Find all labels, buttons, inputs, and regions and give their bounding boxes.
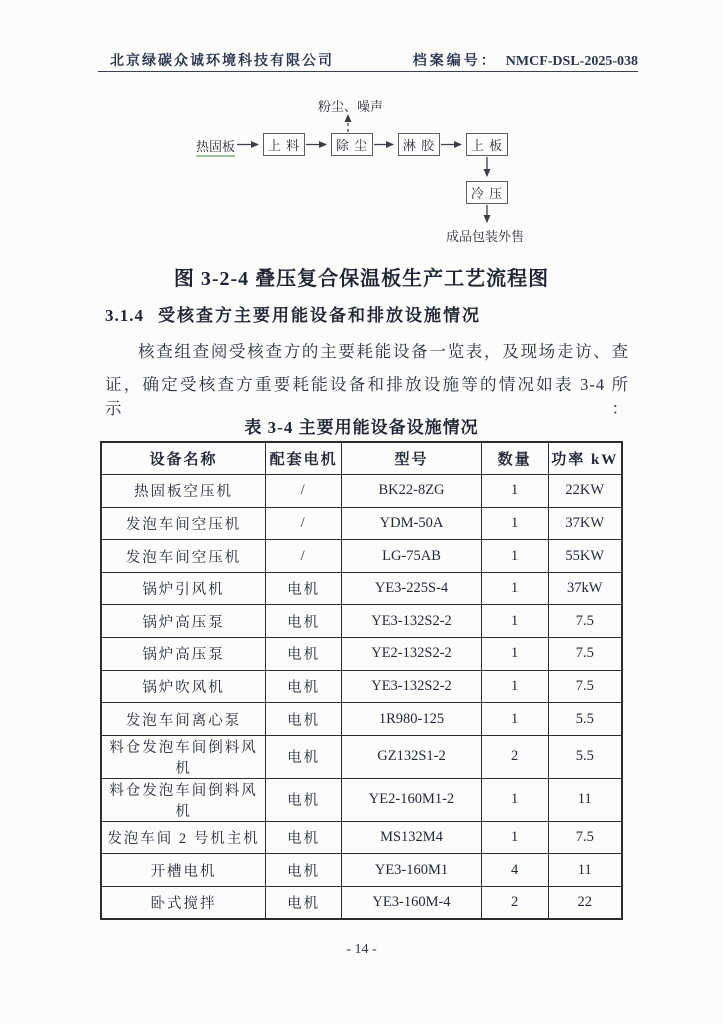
table-cell: 电机 — [266, 670, 342, 703]
equipment-table — [100, 441, 623, 920]
table-cell: 1 — [481, 540, 548, 573]
table-cell: 开槽电机 — [101, 854, 266, 887]
table-cell: 锅炉高压泵 — [101, 638, 266, 671]
table-cell: 7.5 — [548, 821, 622, 854]
body-paragraph — [105, 340, 629, 418]
flow-output-label: 成品包装外售 — [446, 229, 525, 244]
flow-box-gluing — [398, 133, 440, 156]
flow-box-coldpress — [466, 181, 508, 204]
table-cell: 1 — [481, 638, 548, 671]
table-cell: MS132M4 — [342, 821, 482, 854]
table-cell: 7.5 — [548, 670, 622, 703]
table-cell: 电机 — [266, 735, 342, 778]
table-cell: 电机 — [266, 778, 342, 821]
file-number-value: NMCF-DSL-2025-038 — [505, 54, 638, 69]
table-cell: 11 — [548, 778, 622, 821]
file-number-label: 档案编号： — [412, 54, 498, 69]
table-cell: 发泡车间 2 号机主机 — [101, 821, 266, 854]
table-cell: 发泡车间离心泵 — [101, 703, 266, 736]
flow-input-label: 热固板 — [196, 136, 235, 157]
table-row — [101, 703, 622, 736]
table-cell: YE3-132S2-2 — [342, 670, 482, 703]
table-cell: 1 — [481, 703, 548, 736]
table-cell: 1 — [481, 778, 548, 821]
flow-box-feeding — [263, 133, 305, 156]
table-cell: 2 — [481, 887, 548, 920]
table-cell: 1 — [481, 670, 548, 703]
col-header-device: 设备名称 — [101, 442, 266, 475]
table-cell: 22 — [548, 887, 622, 920]
table-cell: 锅炉引风机 — [101, 572, 266, 605]
table-cell: 1 — [481, 821, 548, 854]
flow-box-label: 淋 胶 — [402, 138, 436, 153]
section-heading — [105, 301, 481, 326]
table-row — [101, 540, 622, 573]
company-name: 北京绿碳众诚环境科技有限公司 — [110, 54, 334, 69]
table-cell: 7.5 — [548, 605, 622, 638]
table-cell: 电机 — [266, 703, 342, 736]
table-cell: 37KW — [548, 507, 622, 540]
table-cell: YE3-225S-4 — [342, 572, 482, 605]
table-cell: 热固板空压机 — [101, 475, 266, 508]
table-cell: 料仓发泡车间倒料风机 — [101, 778, 266, 821]
flow-emission-label: 粉尘、噪声 — [318, 99, 384, 114]
table-cell: 发泡车间空压机 — [101, 540, 266, 573]
table-cell: 锅炉高压泵 — [101, 605, 266, 638]
table-cell: YE3-160M1 — [342, 854, 482, 887]
table-cell: 发泡车间空压机 — [101, 507, 266, 540]
table-cell: / — [266, 475, 342, 508]
section-title: 受核查方主要用能设备和排放设施情况 — [158, 306, 481, 325]
table-cell: 电机 — [266, 887, 342, 920]
table-row — [101, 670, 622, 703]
table-row — [101, 735, 622, 778]
col-header-quantity: 数量 — [481, 442, 548, 475]
table-body — [101, 475, 622, 920]
file-number — [413, 50, 638, 70]
table-title: 表 3-4 主要用能设备设施情况 — [244, 418, 479, 437]
col-header-motor: 配套电机 — [266, 442, 342, 475]
table-cell: YDM-50A — [342, 507, 482, 540]
page-header — [98, 48, 638, 72]
table-row — [101, 638, 622, 671]
table-cell: 1 — [481, 605, 548, 638]
table-cell: YE3-160M-4 — [342, 887, 482, 920]
table-row — [101, 507, 622, 540]
flow-box-dedusting — [331, 133, 373, 156]
col-header-model: 型号 — [342, 442, 482, 475]
table-cell: 1 — [481, 507, 548, 540]
table-row — [101, 887, 622, 920]
table-cell: 1 — [481, 572, 548, 605]
table-cell: 电机 — [266, 854, 342, 887]
table-cell: YE2-132S2-2 — [342, 638, 482, 671]
table-cell: 11 — [548, 854, 622, 887]
table-row — [101, 605, 622, 638]
flow-box-boarding — [466, 133, 508, 156]
paragraph-line: 核查组查阅受核查方的主要耗能设备一览表，及现场走访、查 — [138, 342, 629, 361]
table-cell: 电机 — [266, 605, 342, 638]
table-cell: 卧式搅拌 — [101, 887, 266, 920]
table-cell: / — [266, 540, 342, 573]
table-cell: 料仓发泡车间倒料风机 — [101, 735, 266, 778]
table-cell: 1R980-125 — [342, 703, 482, 736]
table-cell: 锅炉吹风机 — [101, 670, 266, 703]
table-cell: 1 — [481, 475, 548, 508]
table-cell: YE3-132S2-2 — [342, 605, 482, 638]
table-row — [101, 572, 622, 605]
flow-box-label: 冷 压 — [470, 186, 504, 201]
table-cell: 55KW — [548, 540, 622, 573]
table-cell: 电机 — [266, 572, 342, 605]
table-cell: 2 — [481, 735, 548, 778]
table-row — [101, 475, 622, 508]
section-number: 3.1.4 — [105, 306, 144, 325]
table-cell: BK22-8ZG — [342, 475, 482, 508]
table-row — [101, 854, 622, 887]
table-cell: 37kW — [548, 572, 622, 605]
col-header-power: 功率 kW — [548, 442, 622, 475]
flow-box-label: 上 料 — [267, 138, 301, 153]
table-cell: 电机 — [266, 638, 342, 671]
table-cell: 电机 — [266, 821, 342, 854]
table-header-row — [101, 442, 622, 475]
table-cell: 22KW — [548, 475, 622, 508]
flow-box-label: 除 尘 — [335, 138, 369, 153]
table-cell: 5.5 — [548, 735, 622, 778]
table-cell: GZ132S1-2 — [342, 735, 482, 778]
flow-box-label: 上 板 — [470, 138, 504, 153]
table-cell: 5.5 — [548, 703, 622, 736]
table-row — [101, 778, 622, 821]
table-cell: / — [266, 507, 342, 540]
figure-caption: 图 3-2-4 叠压复合保温板生产工艺流程图 — [173, 268, 550, 290]
table-cell: 7.5 — [548, 638, 622, 671]
table-cell: LG-75AB — [342, 540, 482, 573]
paragraph-line: 证，确定受核查方重要耗能设备和排放设施等的情况如表 3-4 所示： — [105, 375, 629, 418]
process-flowchart — [0, 90, 723, 250]
table-cell: YE2-160M1-2 — [342, 778, 482, 821]
table-cell: 4 — [481, 854, 548, 887]
page-number: - 14 - — [346, 942, 377, 957]
table-row — [101, 821, 622, 854]
